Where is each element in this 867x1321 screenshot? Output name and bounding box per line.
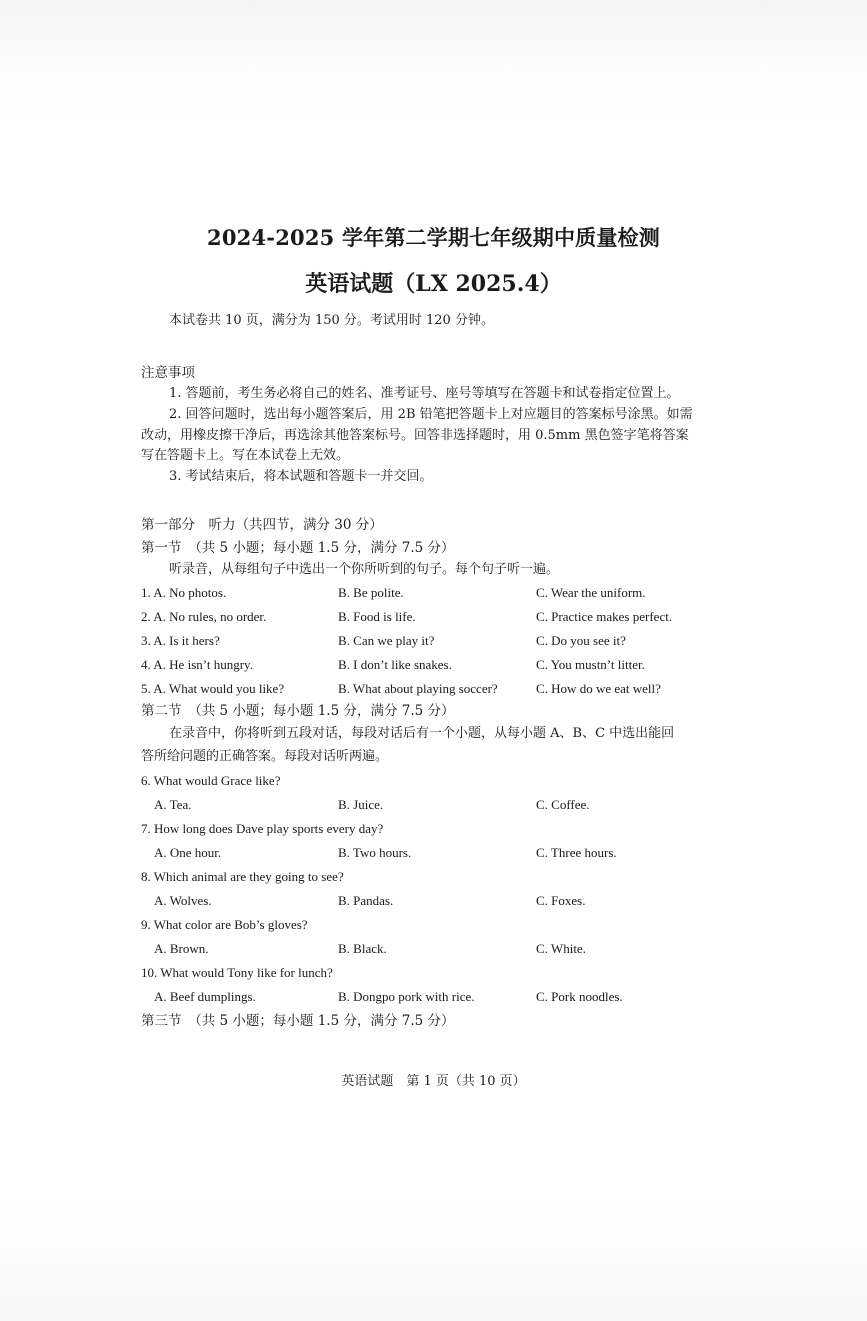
q10-option-b: B. Dongpo pork with rice. <box>338 989 475 1004</box>
q7-option-a: A. One hour. <box>154 845 222 860</box>
exam-title: 2024-2025 学年第二学期七年级期中质量检测 <box>207 225 660 250</box>
note-item-2-line2: 改动，用橡皮擦干净后，再选涂其他答案标号。回答非选择题时，用 0.5mm 黑色签字笔将答案 <box>141 428 689 443</box>
q8-option-c: C. Foxes. <box>536 893 586 908</box>
exam-info: 本试卷共 10 页，满分为 150 分。考试用时 120 分钟。 <box>169 313 494 328</box>
q8-question: 8. Which animal are they going to see? <box>141 869 344 884</box>
q2-option-c: C. Practice makes perfect. <box>536 609 673 624</box>
q3-option-a: 3. A. Is it hers? <box>141 633 220 648</box>
q5-option-b: B. What about playing soccer? <box>338 681 498 696</box>
q2-option-a: 2. A. No rules, no order. <box>141 609 267 624</box>
section2-heading: 第二节 （共 5 小题；每小题 1.5 分，满分 7.5 分） <box>141 703 455 719</box>
q9-question: 9. What color are Bob’s gloves? <box>141 917 308 932</box>
q3-option-c: C. Do you see it? <box>536 633 626 648</box>
q9-option-a: A. Brown. <box>154 941 209 956</box>
page-footer: 英语试题 第 1 页（共 10 页） <box>341 1074 526 1089</box>
q4-option-b: B. I don’t like snakes. <box>338 657 452 672</box>
notes-heading: 注意事项 <box>141 365 195 381</box>
q4-option-a: 4. A. He isn’t hungry. <box>141 657 253 672</box>
note-item-3: 3. 考试结束后，将本试题和答题卡一并交回。 <box>169 469 433 484</box>
q1-option-a: 1. A. No photos. <box>141 585 227 600</box>
q7-question: 7. How long does Dave play sports every day? <box>141 821 384 836</box>
note-item-2-line1: 2. 回答问题时，选出每小题答案后，用 2B 铅笔把答题卡上对应题目的答案标号涂黑。如需 <box>169 407 693 422</box>
q3-option-b: B. Can we play it? <box>338 633 435 648</box>
q8-option-a: A. Wolves. <box>154 893 212 908</box>
section2-instruction-line2: 答所给问题的正确答案。每段对话听两遍。 <box>141 749 389 764</box>
q2-option-b: B. Food is life. <box>338 609 416 624</box>
q10-question: 10. What would Tony like for lunch? <box>141 965 333 980</box>
exam-subtitle: 英语试题（LX 2025.4） <box>305 271 562 297</box>
q1-option-c: C. Wear the uniform. <box>536 585 646 600</box>
q9-option-c: C. White. <box>536 941 586 956</box>
q7-option-c: C. Three hours. <box>536 845 617 860</box>
q6-option-c: C. Coffee. <box>536 797 590 812</box>
q5-option-a: 5. A. What would you like? <box>141 681 285 696</box>
q7-option-b: B. Two hours. <box>338 845 412 860</box>
q6-option-b: B. Juice. <box>338 797 384 812</box>
q10-option-c: C. Pork noodles. <box>536 989 623 1004</box>
q1-option-b: B. Be polite. <box>338 585 404 600</box>
q4-option-c: C. You mustn’t litter. <box>536 657 645 672</box>
note-item-2-line3: 写在答题卡上。写在本试卷上无效。 <box>141 448 350 463</box>
q6-option-a: A. Tea. <box>154 797 192 812</box>
section1-instruction: 听录音，从每组句子中选出一个你所听到的句子。每个句子听一遍。 <box>169 562 560 577</box>
section3-heading: 第三节 （共 5 小题；每小题 1.5 分，满分 7.5 分） <box>141 1013 455 1029</box>
part1-heading: 第一部分 听力（共四节，满分 30 分） <box>141 517 383 533</box>
q8-option-b: B. Pandas. <box>338 893 394 908</box>
section2-instruction-line1: 在录音中，你将听到五段对话，每段对话后有一个小题，从每小题 A、B、C 中选出能回 <box>169 726 675 741</box>
q5-option-c: C. How do we eat well? <box>536 681 661 696</box>
q10-option-a: A. Beef dumplings. <box>154 989 256 1004</box>
q6-question: 6. What would Grace like? <box>141 773 281 788</box>
note-item-1: 1. 答题前，考生务必将自己的姓名、准考证号、座号等填写在答题卡和试卷指定位置上。 <box>169 386 680 401</box>
q9-option-b: B. Black. <box>338 941 387 956</box>
section1-heading: 第一节 （共 5 小题；每小题 1.5 分，满分 7.5 分） <box>141 540 455 556</box>
